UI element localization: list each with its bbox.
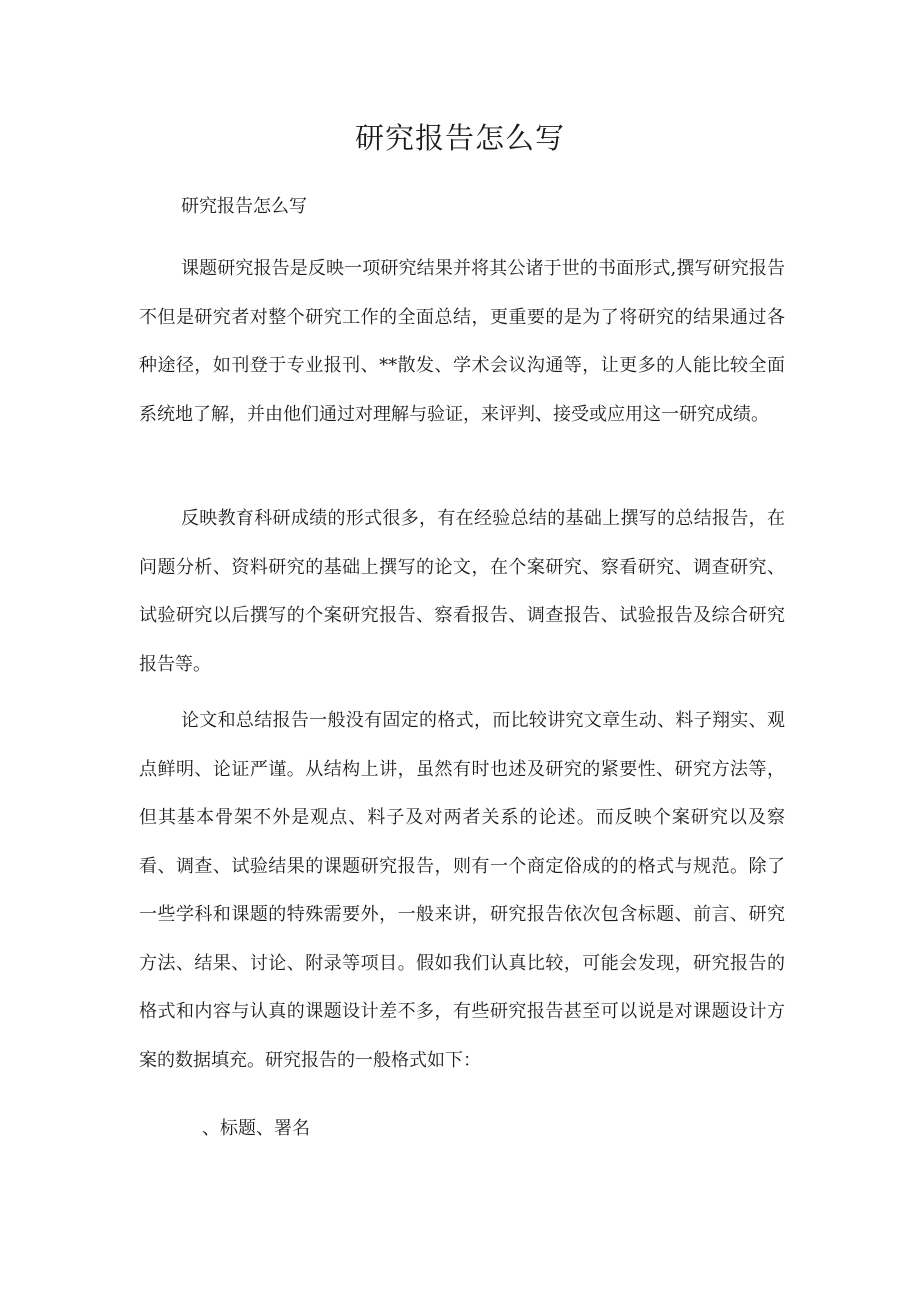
paragraph-format: 论文和总结报告一般没有固定的格式，而比较讲究文章生动、料子翔实、观点鲜明、论证严谨。从结构上讲，虽然有时也述及研究的紧要性、研究方法等，但其基本骨架不外是观点、料子及对两者关系的论述。而反映个案研究以及察看、调查、试验结果的课题研究报告，则有一个商定俗成的的格式与规范。除了一些学科和课题的特殊需要外，一般来讲，研究报告依次包含标题、前言、研究方法、结果、讨论、附录等项目。假如我们认真比较，可能会发现，研究报告的格式和内容与认真的课题设计差不多，有些研究报告甚至可以说是对课题设计方案的数据填充。研究报告的一般格式如下： [139, 710, 785, 1071]
section-heading: 、标题、署名 [202, 1118, 310, 1139]
paragraph-forms: 反映教育科研成绩的形式很多，有在经验总结的基础上撰写的总结报告，在问题分析、资料研究的基础上撰写的论文，在个案研究、察看研究、调查研究、试验研究以后撰写的个案研究报告、察看报告、调查报告、试验报告及综合研究报告等。 [139, 508, 785, 675]
paragraph-intro: 课题研究报告是反映一项研究结果并将其公诸于世的书面形式,撰写研究报告不但是研究者对整个研究工作的全面总结，更重要的是为了将研究的结果通过各种途径，如刊登于专业报刊、**散发、学术会议沟通等，让更多的人能比较全面系统地了解，并由他们通过对理解与验证，来评判、接受或应用这一研究成绩。 [139, 258, 785, 425]
document-title: 研究报告怎么写 [354, 121, 565, 155]
document-subtitle: 研究报告怎么写 [181, 196, 307, 217]
